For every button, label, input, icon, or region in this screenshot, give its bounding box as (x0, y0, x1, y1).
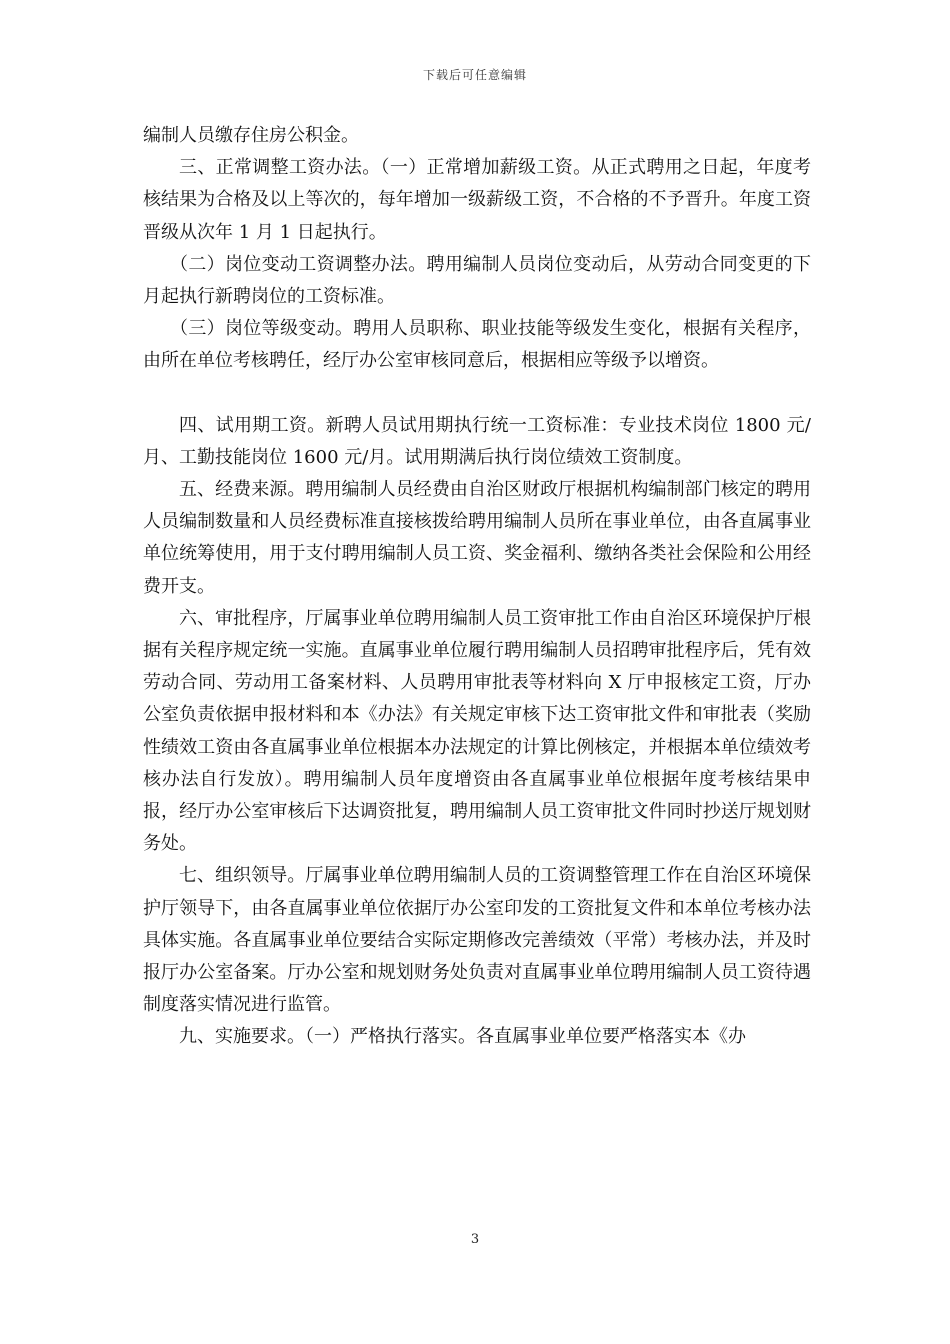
paragraph-section-4: 四、试用期工资。新聘人员试用期执行统一工资标准：专业技术岗位 1800 元/月、工勤技能岗位 1600 元/月。试用期满后执行岗位绩效工资制度。 (143, 414, 811, 468)
paragraph-section-3-2: （二）岗位变动工资调整办法。聘用编制人员岗位变动后，从劳动合同变更的下月起执行新聘岗位的工资标准。 (143, 253, 811, 308)
paragraph-section-7: 七、组织领导。厅属事业单位聘用编制人员的工资调整管理工作在自治区环境保护厅领导下，由各直属事业单位依据厅办公室印发的工资批复文件和本单位考核办法具体实施。各直属事业单位要结合实际定期修改完善绩效（平常）考核办法，并及时报厅办公室备案。厅办公室和规划财务处负责对直属事业单位聘用编制人员工资待遇制度落实情况进行监管。 (143, 865, 811, 1016)
paragraph-section-9: 九、实施要求。（一）严格执行落实。各直属事业单位要严格落实本《办 (179, 1026, 746, 1048)
document-body (143, 120, 811, 1054)
paragraph-section-3: 三、正常调整工资办法。（一）正常增加薪级工资。从正式聘用之日起，年度考核结果为合格及以上等次的，每年增加一级薪级工资，不合格的不予晋升。年度工资晋级从次年 1 月 1 日起执行。 (143, 157, 811, 243)
paragraph-section-6: 六、审批程序，厅属事业单位聘用编制人员工资审批工作由自治区环境保护厅根据有关程序规定统一实施。直属事业单位履行聘用编制人员招聘审批程序后，凭有效劳动合同、劳动用工备案材料、人员聘用审批表等材料向 X 厅申报核定工资，厅办公室负责依据申报材料和本《办法》有关规定审核下达工资审批文件和审批表（奖励性绩效工资由各直属事业单位根据本办法规定的计算比例核定，并根据本单位绩效考核办法自行发放）。聘用编制人员年度增资由各直属事业单位根据年度考核结果申报，经厅办公室审核后下达调资批复，聘用编制人员工资审批文件同时抄送厅规划财务处。 (143, 607, 811, 855)
paragraph-section-5: 五、经费来源。聘用编制人员经费由自治区财政厅根据机构编制部门核定的聘用人员编制数量和人员经费标准直接核拨给聘用编制人员所在事业单位，由各直属事业单位统筹使用，用于支付聘用编制人员工资、奖金福利、缴纳各类社会保险和公用经费开支。 (143, 479, 811, 597)
page-number: 3 (470, 1232, 480, 1247)
paragraph-continuation: 编制人员缴存住房公积金。 (143, 125, 359, 146)
page-header: 下载后可任意编辑 (422, 68, 527, 82)
paragraph-section-3-3: （三）岗位等级变动。聘用人员职称、职业技能等级发生变化，根据有关程序，由所在单位考核聘任，经厅办公室审核同意后，根据相应等级予以增资。 (143, 318, 811, 372)
